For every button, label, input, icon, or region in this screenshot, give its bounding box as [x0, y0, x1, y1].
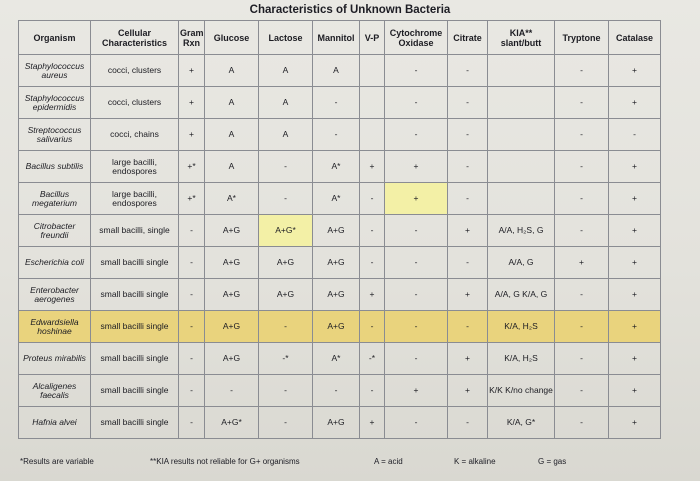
tryptone-cell: + — [555, 247, 609, 279]
citrate-cell: + — [448, 375, 488, 407]
organism-cell: Bacillus megaterium — [19, 183, 91, 215]
mannitol-cell: A* — [313, 151, 360, 183]
tryptone-cell: - — [555, 311, 609, 343]
vp-cell — [360, 87, 385, 119]
organism-cell: Streptococcus salivarius — [19, 119, 91, 151]
citrate-cell: - — [448, 151, 488, 183]
vp-cell: + — [360, 151, 385, 183]
col-header-mannitol: Mannitol — [313, 21, 360, 55]
table-row — [19, 343, 661, 375]
gram-cell: + — [179, 119, 205, 151]
legend-alkaline: K = alkaline — [454, 457, 496, 466]
tryptone-cell: - — [555, 343, 609, 375]
organism-cell: Citrobacter freundii — [19, 215, 91, 247]
oxidase-cell: - — [385, 87, 448, 119]
catalase-cell: + — [609, 343, 661, 375]
citrate-cell: - — [448, 87, 488, 119]
vp-cell: - — [360, 375, 385, 407]
mannitol-cell: - — [313, 87, 360, 119]
mannitol-cell: A+G — [313, 247, 360, 279]
tryptone-cell: - — [555, 151, 609, 183]
cellular-cell: cocci, chains — [91, 119, 179, 151]
table-row-highlighted — [19, 311, 661, 343]
col-header-citrate: Citrate — [448, 21, 488, 55]
kia-cell: A/A, G K/A, G — [488, 279, 555, 311]
table-row — [19, 215, 661, 247]
catalase-cell: + — [609, 215, 661, 247]
oxidase-cell-highlighted: + — [385, 183, 448, 215]
cellular-cell: large bacilli, endospores — [91, 151, 179, 183]
gram-cell: + — [179, 87, 205, 119]
footnote-kia: **KIA results not reliable for G+ organisms — [150, 457, 300, 466]
col-header-cellular: Cellular Characteristics — [91, 21, 179, 55]
organism-cell: Staphylococcus aureus — [19, 55, 91, 87]
mannitol-cell: A* — [313, 343, 360, 375]
mannitol-cell: - — [313, 119, 360, 151]
organism-cell: Enterobacter aerogenes — [19, 279, 91, 311]
vp-cell: - — [360, 183, 385, 215]
catalase-cell: + — [609, 183, 661, 215]
organism-cell: Alcaligenes faecalis — [19, 375, 91, 407]
tryptone-cell: - — [555, 87, 609, 119]
glucose-cell: A — [205, 151, 259, 183]
kia-cell: K/A, H₂S — [488, 343, 555, 375]
oxidase-cell: - — [385, 343, 448, 375]
kia-cell: A/A, G — [488, 247, 555, 279]
citrate-cell: - — [448, 183, 488, 215]
gram-cell: - — [179, 375, 205, 407]
kia-cell — [488, 183, 555, 215]
glucose-cell: A* — [205, 183, 259, 215]
kia-cell — [488, 119, 555, 151]
oxidase-cell: - — [385, 247, 448, 279]
lactose-cell: - — [259, 183, 313, 215]
catalase-cell: + — [609, 55, 661, 87]
cellular-cell: small bacilli single — [91, 247, 179, 279]
glucose-cell: A+G — [205, 215, 259, 247]
footnote-variable: *Results are variable — [20, 457, 94, 466]
organism-cell: Edwardsiella hoshinae — [19, 311, 91, 343]
kia-cell: K/K K/no change — [488, 375, 555, 407]
glucose-cell: A+G — [205, 343, 259, 375]
gram-cell: - — [179, 407, 205, 439]
catalase-cell: + — [609, 151, 661, 183]
legend-gas: G = gas — [538, 457, 567, 466]
col-header-kia: KIA** slant/butt — [488, 21, 555, 55]
tryptone-cell: - — [555, 279, 609, 311]
catalase-cell: + — [609, 247, 661, 279]
table-row — [19, 183, 661, 215]
organism-cell: Staphylococcus epidermidis — [19, 87, 91, 119]
glucose-cell: A — [205, 87, 259, 119]
citrate-cell: + — [448, 343, 488, 375]
cellular-cell: small bacilli single — [91, 407, 179, 439]
tryptone-cell: - — [555, 119, 609, 151]
table-row — [19, 55, 661, 87]
citrate-cell: - — [448, 119, 488, 151]
table-title: Characteristics of Unknown Bacteria — [249, 4, 451, 16]
glucose-cell: A — [205, 119, 259, 151]
col-header-lactose: Lactose — [259, 21, 313, 55]
table-row — [19, 407, 661, 439]
vp-cell: - — [360, 311, 385, 343]
lactose-cell: - — [259, 311, 313, 343]
header-row — [19, 21, 661, 55]
lactose-cell: -* — [259, 343, 313, 375]
gram-cell: - — [179, 247, 205, 279]
citrate-cell: - — [448, 407, 488, 439]
citrate-cell: - — [448, 311, 488, 343]
kia-cell: K/A, G* — [488, 407, 555, 439]
mannitol-cell: A — [313, 55, 360, 87]
gram-cell: +* — [179, 183, 205, 215]
catalase-cell: + — [609, 87, 661, 119]
gram-cell: - — [179, 279, 205, 311]
organism-cell: Proteus mirabilis — [19, 343, 91, 375]
glucose-cell: - — [205, 375, 259, 407]
vp-cell: + — [360, 279, 385, 311]
citrate-cell: - — [448, 55, 488, 87]
table-row — [19, 279, 661, 311]
oxidase-cell: - — [385, 311, 448, 343]
col-header-glucose: Glucose — [205, 21, 259, 55]
kia-cell — [488, 151, 555, 183]
catalase-cell: + — [609, 279, 661, 311]
table-row — [19, 375, 661, 407]
table-row — [19, 247, 661, 279]
oxidase-cell: - — [385, 55, 448, 87]
lactose-cell: A — [259, 119, 313, 151]
cellular-cell: small bacilli single — [91, 375, 179, 407]
kia-cell — [488, 55, 555, 87]
tryptone-cell: - — [555, 55, 609, 87]
catalase-cell: + — [609, 375, 661, 407]
cellular-cell: small bacilli, single — [91, 215, 179, 247]
lactose-cell: A — [259, 87, 313, 119]
kia-cell — [488, 87, 555, 119]
glucose-cell: A+G — [205, 311, 259, 343]
col-header-vp: V-P — [360, 21, 385, 55]
catalase-cell: + — [609, 311, 661, 343]
oxidase-cell: - — [385, 215, 448, 247]
bacteria-table — [18, 20, 661, 439]
oxidase-cell: - — [385, 119, 448, 151]
gram-cell: +* — [179, 151, 205, 183]
cellular-cell: cocci, clusters — [91, 55, 179, 87]
col-header-oxidase: Cytochrome Oxidase — [385, 21, 448, 55]
vp-cell: + — [360, 407, 385, 439]
vp-cell: - — [360, 215, 385, 247]
vp-cell — [360, 55, 385, 87]
col-header-organism: Organism — [19, 21, 91, 55]
table-row — [19, 119, 661, 151]
glucose-cell: A — [205, 55, 259, 87]
mannitol-cell: A+G — [313, 407, 360, 439]
tryptone-cell: - — [555, 375, 609, 407]
lactose-cell: A — [259, 55, 313, 87]
glucose-cell: A+G — [205, 279, 259, 311]
lactose-cell-highlighted: A+G* — [259, 215, 313, 247]
lactose-cell: - — [259, 375, 313, 407]
citrate-cell: - — [448, 247, 488, 279]
catalase-cell: + — [609, 407, 661, 439]
mannitol-cell: A* — [313, 183, 360, 215]
mannitol-cell: A+G — [313, 215, 360, 247]
oxidase-cell: + — [385, 375, 448, 407]
cellular-cell: cocci, clusters — [91, 87, 179, 119]
organism-cell: Escherichia coli — [19, 247, 91, 279]
table-row — [19, 87, 661, 119]
tryptone-cell: - — [555, 215, 609, 247]
oxidase-cell: - — [385, 407, 448, 439]
mannitol-cell: A+G — [313, 279, 360, 311]
lactose-cell: A+G — [259, 247, 313, 279]
tryptone-cell: - — [555, 407, 609, 439]
cellular-cell: large bacilli, endospores — [91, 183, 179, 215]
gram-cell: - — [179, 311, 205, 343]
citrate-cell: + — [448, 215, 488, 247]
table-footer — [18, 455, 660, 469]
glucose-cell: A+G* — [205, 407, 259, 439]
citrate-cell: + — [448, 279, 488, 311]
glucose-cell: A+G — [205, 247, 259, 279]
cellular-cell: small bacilli single — [91, 279, 179, 311]
vp-cell: -* — [360, 343, 385, 375]
gram-cell: - — [179, 343, 205, 375]
cellular-cell: small bacilli single — [91, 311, 179, 343]
vp-cell — [360, 119, 385, 151]
mannitol-cell: - — [313, 375, 360, 407]
kia-cell: K/A, H₂S — [488, 311, 555, 343]
col-header-gram: Gram Rxn — [179, 21, 205, 55]
col-header-tryptone: Tryptone — [555, 21, 609, 55]
gram-cell: + — [179, 55, 205, 87]
kia-cell: A/A, H₂S, G — [488, 215, 555, 247]
mannitol-cell: A+G — [313, 311, 360, 343]
gram-cell: - — [179, 215, 205, 247]
organism-cell: Hafnia alvei — [19, 407, 91, 439]
col-header-catalase: Catalase — [609, 21, 661, 55]
oxidase-cell: + — [385, 151, 448, 183]
lactose-cell: A+G — [259, 279, 313, 311]
oxidase-cell: - — [385, 279, 448, 311]
vp-cell: - — [360, 247, 385, 279]
lactose-cell: - — [259, 407, 313, 439]
organism-cell: Bacillus subtilis — [19, 151, 91, 183]
catalase-cell: - — [609, 119, 661, 151]
table-row — [19, 151, 661, 183]
cellular-cell: small bacilli single — [91, 343, 179, 375]
legend-acid: A = acid — [374, 457, 403, 466]
tryptone-cell: - — [555, 183, 609, 215]
lactose-cell: - — [259, 151, 313, 183]
